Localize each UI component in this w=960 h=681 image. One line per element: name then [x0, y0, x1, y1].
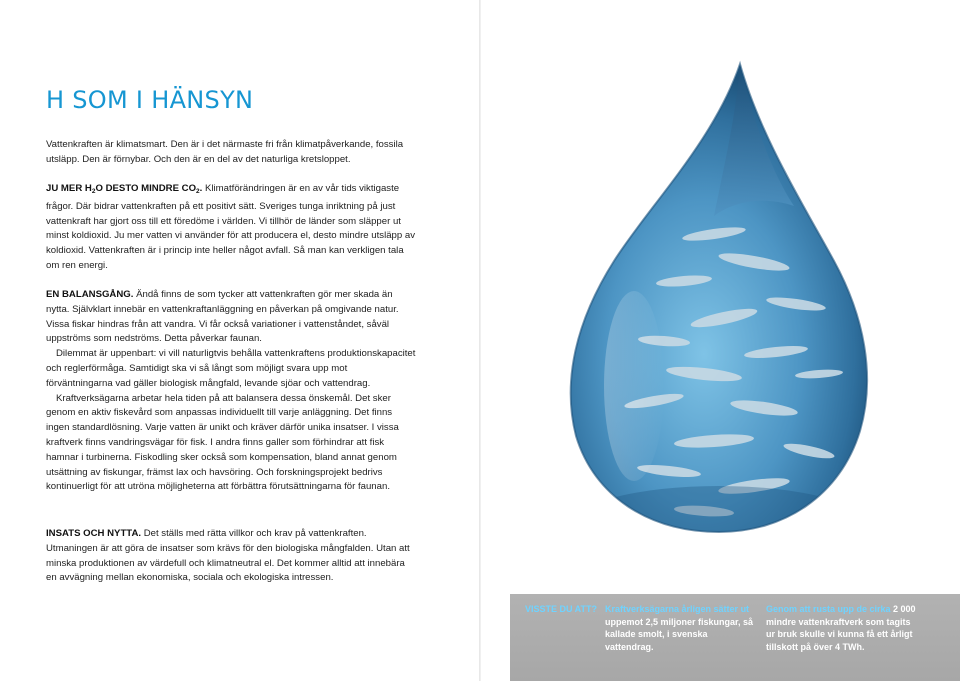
drop-body: [571, 64, 867, 532]
section-balance-heading: EN BALANSGÅNG.: [46, 289, 134, 300]
section-climate-paragraph: [46, 182, 416, 274]
section-climate: [46, 182, 416, 274]
fact-upgrade-text: 2 000 mindre vattenkraftverk som tagits ur bruk skulle vi kunna få ett årligt tillskott på över 4 TWh.: [766, 604, 916, 653]
intro-text: Vattenkraften är klimatsmart. Den är i det närmaste fri från klimatpåverkande, fossila utsläpp. Den är förnybar. Och den är en del av det naturliga kretsloppet.: [46, 139, 404, 165]
section-effort-body: Det ställs med rätta villkor och krav på vattenkraften. Utmaningen är att göra de insatser som krävs för den biologiska mångfalden. Utan att minska produktionen av värdefull och klimatneutral el. Det kommer alltid att innebära en avvägning mellan ekonomiska, sociala och ekologiska intressen.: [46, 528, 410, 584]
section-effort: [46, 527, 416, 586]
intro-paragraph: [46, 138, 416, 168]
section-effort-paragraph: [46, 527, 416, 586]
fact-upgrade: [766, 603, 916, 654]
section-balance-paragraph-3: Kraftverksägarna arbetar hela tiden på att balansera dessa önskemål. Det sker genom en aktiv fiskevård som anpassas individuellt till varje anläggning. Det finns ingen standardlösning. Varje vatten är unikt och kräver därför unika insatser. I vissa kraftverk finns vandringsvägar för fisk. I andra finns galler som förhindrar att fisk hamnar i turbinerna. Fiskodling sker också som kompensation, bland annat genom utsättning av fiskungar, främst lax och havsöring. Och forskningsprojekt bedrivs kontinuerligt för att utröna möjligheterna att förbättra förutsättningarna för faunan.: [46, 392, 399, 493]
section-climate-body: Klimatförändringen är en av vår tids viktigaste frågor. Där bidrar vattenkraften på ett positivt sätt. Sveriges tunga inriktning på just vattenkraft har gjort oss till ett föredöme i världen. Vi tillhör de länder som släpper ut minst koldioxid. Ju mer vatten vi använder för att producera el, desto mindre utsläpp av koldioxid. Vattenkraften är i princip inte heller något avfall. Så man kan verkligen tala om ren energi.: [46, 183, 416, 271]
fact-smolt-highlight: Kraftverksägarna årligen sätter ut: [605, 604, 750, 614]
section-balance-paragraph-1: [46, 288, 416, 347]
fact-upgrade-highlight: Genom att rusta upp de cirka: [766, 604, 891, 614]
fact-smolt: [605, 603, 755, 654]
section-climate-heading: JU MER $H_2O$ DESTO MINDRE $CO_2$.: [46, 183, 203, 195]
section-balance: [46, 288, 416, 495]
section-balance-paragraph-2: Dilemmat är uppenbart: vi vill naturligtvis behålla vattenkraftens produktionskapacitet och reglerförmåga. Samtidigt ska vi så långt som möjligt svara upp mot förväntningarna vad gäller biologisk mångfald, levande sjöar och vattendrag.: [46, 348, 416, 389]
water-drop-fish-image: [564, 56, 874, 536]
section-effort-heading: INSATS OCH NYTTA.: [46, 528, 142, 539]
section-balance-body: Ändå finns de som tycker att vattenkraften gör mer skada än nytta. Självklart innebär en vattenkraftanläggning en påverkan på omgivande natur. Vissa fiskar hindras från att vandra. Vi får också variationer i vattenståndet, såväl uppströms som nedströms. Detta påverkar faunan.: [46, 289, 399, 345]
did-you-know-box: [510, 594, 960, 681]
did-you-know-label: VISSTE DU ATT?: [525, 604, 597, 614]
fact-smolt-text: uppemot 2,5 miljoner fiskungar, så kallade smolt, i svenska vattendrag.: [605, 616, 754, 653]
page-title: H SOM I HÄNSYN: [46, 86, 254, 114]
